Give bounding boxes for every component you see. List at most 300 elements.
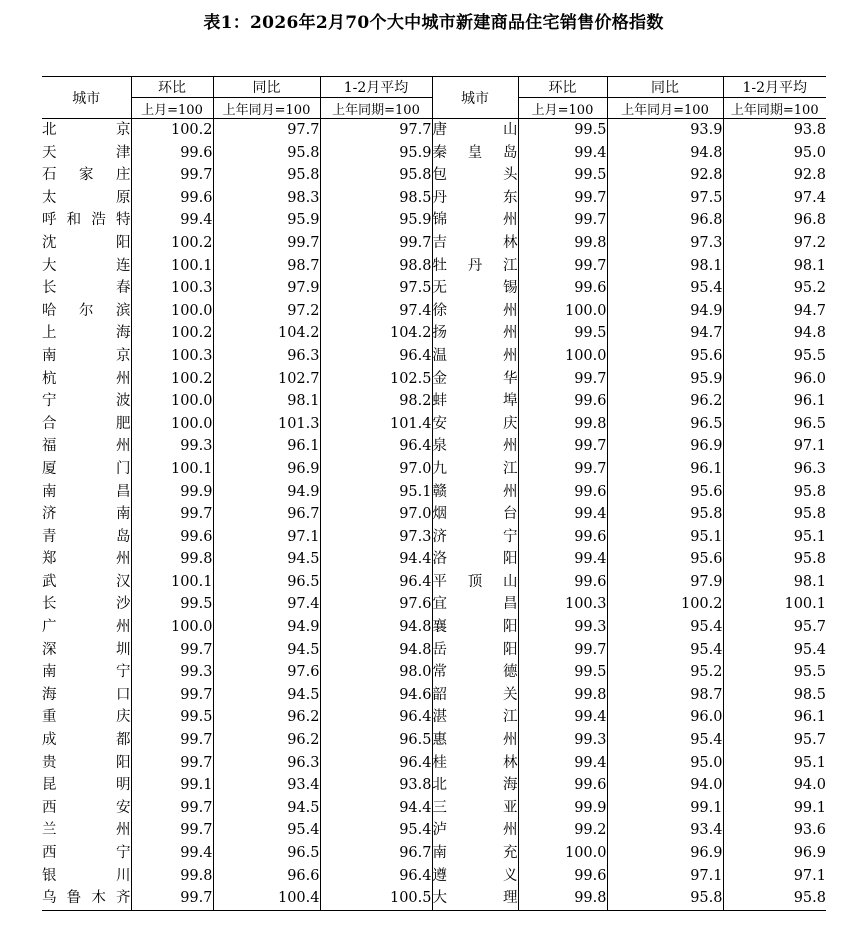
yoy-value: 95.4	[607, 729, 723, 752]
avg-value: 96.5	[723, 413, 826, 436]
yoy-value: 95.8	[213, 142, 320, 165]
mom-value: 99.6	[518, 865, 607, 888]
city-name: 哈尔滨	[42, 302, 131, 319]
mom-value: 100.0	[518, 300, 607, 323]
avg-value: 104.2	[320, 322, 432, 345]
mom-value: 99.7	[518, 639, 607, 662]
avg-value: 96.5	[320, 729, 432, 752]
mom-value: 99.4	[518, 548, 607, 571]
table-row	[42, 797, 826, 820]
avg-value: 97.5	[320, 277, 432, 300]
table-row	[42, 774, 826, 797]
yoy-value: 95.6	[607, 481, 723, 504]
city-name: 广州	[42, 619, 131, 636]
table-row	[42, 345, 826, 368]
yoy-value: 97.9	[607, 571, 723, 594]
header-yoy-right: 同比	[607, 77, 723, 98]
table-row	[42, 481, 826, 504]
table-row	[42, 300, 826, 323]
mom-value: 99.4	[518, 752, 607, 775]
avg-value: 95.1	[723, 752, 826, 775]
yoy-value: 96.9	[607, 842, 723, 865]
table-row	[42, 435, 826, 458]
yoy-value: 95.4	[607, 277, 723, 300]
city-name: 长春	[42, 280, 131, 297]
yoy-value: 94.7	[607, 322, 723, 345]
mom-value: 99.5	[131, 706, 213, 729]
mom-value: 99.7	[131, 639, 213, 662]
yoy-value: 96.5	[213, 571, 320, 594]
mom-value: 100.2	[131, 232, 213, 255]
table-body	[42, 119, 826, 911]
mom-value: 99.6	[131, 187, 213, 210]
mom-value: 99.4	[518, 706, 607, 729]
city-name: 泸州	[432, 819, 518, 842]
mom-value: 100.0	[518, 842, 607, 865]
avg-value: 95.7	[723, 616, 826, 639]
yoy-value: 95.8	[607, 887, 723, 910]
mom-value: 99.6	[131, 526, 213, 549]
mom-value: 100.2	[131, 119, 213, 142]
avg-value: 96.4	[320, 752, 432, 775]
yoy-value: 96.3	[213, 345, 320, 368]
avg-value: 94.0	[723, 774, 826, 797]
avg-value: 95.7	[723, 729, 826, 752]
yoy-value: 97.7	[213, 119, 320, 142]
mom-value: 99.4	[131, 209, 213, 232]
city-name: 合肥	[42, 415, 131, 432]
yoy-value: 93.9	[607, 119, 723, 142]
mom-value: 99.5	[518, 322, 607, 345]
header-city-left: 城市	[42, 77, 131, 119]
city-name: 九江	[432, 458, 518, 481]
yoy-value: 97.1	[607, 865, 723, 888]
avg-value: 92.8	[723, 164, 826, 187]
avg-value: 98.5	[320, 187, 432, 210]
mom-value: 100.0	[131, 616, 213, 639]
yoy-value: 96.5	[607, 413, 723, 436]
yoy-value: 98.7	[607, 684, 723, 707]
avg-value: 99.7	[320, 232, 432, 255]
table-row	[42, 232, 826, 255]
city-name: 洛阳	[432, 548, 518, 571]
yoy-value: 98.1	[607, 255, 723, 278]
avg-value: 102.5	[320, 368, 432, 391]
yoy-value: 94.9	[213, 616, 320, 639]
avg-value: 98.1	[723, 571, 826, 594]
mom-value: 99.7	[131, 819, 213, 842]
yoy-value: 96.1	[607, 458, 723, 481]
mom-value: 100.3	[131, 277, 213, 300]
avg-value: 96.0	[723, 368, 826, 391]
avg-value: 96.1	[723, 706, 826, 729]
city-name: 金华	[432, 368, 518, 391]
yoy-value: 94.0	[607, 774, 723, 797]
avg-value: 96.4	[320, 865, 432, 888]
city-name: 襄阳	[432, 616, 518, 639]
avg-value: 93.8	[723, 119, 826, 142]
yoy-value: 95.8	[607, 503, 723, 526]
avg-value: 95.8	[723, 887, 826, 910]
yoy-value: 97.3	[607, 232, 723, 255]
avg-value: 94.8	[320, 639, 432, 662]
mom-value: 99.7	[131, 752, 213, 775]
avg-value: 95.1	[723, 526, 826, 549]
avg-value: 97.4	[723, 187, 826, 210]
table-row	[42, 865, 826, 888]
avg-value: 95.4	[320, 819, 432, 842]
city-name: 贵阳	[42, 754, 131, 771]
mom-value: 100.2	[131, 322, 213, 345]
mom-value: 100.1	[131, 571, 213, 594]
table-row	[42, 752, 826, 775]
table-row	[42, 593, 826, 616]
yoy-value: 95.6	[607, 345, 723, 368]
table-row	[42, 503, 826, 526]
yoy-value: 95.9	[213, 209, 320, 232]
yoy-value: 95.0	[607, 752, 723, 775]
city-name: 福州	[42, 438, 131, 455]
table-row	[42, 458, 826, 481]
city-name: 济宁	[432, 526, 518, 549]
mom-value: 99.3	[518, 729, 607, 752]
avg-value: 94.4	[320, 548, 432, 571]
avg-value: 94.8	[723, 322, 826, 345]
city-name: 泉州	[432, 435, 518, 458]
yoy-value: 95.4	[607, 616, 723, 639]
mom-value: 99.8	[518, 887, 607, 910]
avg-value: 97.0	[320, 503, 432, 526]
yoy-value: 97.2	[213, 300, 320, 323]
header-avg-right: 1-2月平均	[723, 77, 826, 98]
avg-value: 95.5	[723, 345, 826, 368]
table-row	[42, 548, 826, 571]
table-row	[42, 819, 826, 842]
mom-value: 99.4	[131, 842, 213, 865]
header-yoy-left: 同比	[213, 77, 320, 98]
city-name: 太原	[42, 189, 131, 206]
avg-value: 97.7	[320, 119, 432, 142]
price-index-table	[42, 76, 826, 911]
mom-value: 99.7	[131, 887, 213, 910]
yoy-value: 97.1	[213, 526, 320, 549]
yoy-value: 99.7	[213, 232, 320, 255]
mom-value: 99.8	[518, 413, 607, 436]
table-row	[42, 616, 826, 639]
city-name: 宁波	[42, 393, 131, 410]
avg-value: 96.7	[320, 842, 432, 865]
mom-value: 100.1	[131, 255, 213, 278]
city-name: 济南	[42, 506, 131, 523]
yoy-value: 95.6	[607, 548, 723, 571]
yoy-value: 98.7	[213, 255, 320, 278]
yoy-value: 99.1	[607, 797, 723, 820]
city-name: 牡丹江	[432, 255, 518, 278]
table-row	[42, 119, 826, 142]
yoy-value: 95.9	[607, 368, 723, 391]
header-avg-base-left: 上年同期=100	[320, 98, 432, 119]
avg-value: 100.1	[723, 593, 826, 616]
yoy-value: 95.2	[607, 661, 723, 684]
yoy-value: 98.3	[213, 187, 320, 210]
avg-value: 94.4	[320, 797, 432, 820]
city-name: 锦州	[432, 209, 518, 232]
avg-value: 95.9	[320, 209, 432, 232]
yoy-value: 96.1	[213, 435, 320, 458]
avg-value: 100.5	[320, 887, 432, 910]
header-mom-base-right: 上月=100	[518, 98, 607, 119]
table-row	[42, 322, 826, 345]
yoy-value: 97.6	[213, 661, 320, 684]
yoy-value: 96.2	[607, 390, 723, 413]
city-name: 吉林	[432, 232, 518, 255]
table-row	[42, 142, 826, 165]
mom-value: 99.7	[518, 458, 607, 481]
yoy-value: 96.9	[213, 458, 320, 481]
avg-value: 97.2	[723, 232, 826, 255]
table-row	[42, 639, 826, 662]
yoy-value: 98.1	[213, 390, 320, 413]
yoy-value: 96.7	[213, 503, 320, 526]
city-name: 大连	[42, 257, 131, 274]
mom-value: 100.0	[518, 345, 607, 368]
table-row	[42, 164, 826, 187]
city-name: 惠州	[432, 729, 518, 752]
avg-value: 96.9	[723, 842, 826, 865]
mom-value: 100.3	[131, 345, 213, 368]
city-name: 唐山	[432, 119, 518, 142]
city-name: 常德	[432, 661, 518, 684]
mom-value: 99.6	[518, 774, 607, 797]
mom-value: 99.5	[518, 661, 607, 684]
city-name: 昆明	[42, 777, 131, 794]
table-row	[42, 390, 826, 413]
avg-value: 98.8	[320, 255, 432, 278]
city-name: 上海	[42, 325, 131, 342]
table-row	[42, 729, 826, 752]
city-name: 乌鲁木齐	[42, 887, 131, 910]
avg-value: 95.8	[723, 548, 826, 571]
city-name: 海口	[42, 686, 131, 703]
yoy-value: 95.1	[607, 526, 723, 549]
yoy-value: 102.7	[213, 368, 320, 391]
mom-value: 99.1	[131, 774, 213, 797]
table-title: 表1：2026年2月70个大中城市新建商品住宅销售价格指数	[203, 13, 664, 33]
city-name: 赣州	[432, 481, 518, 504]
avg-value: 96.4	[320, 435, 432, 458]
yoy-value: 93.4	[607, 819, 723, 842]
yoy-value: 97.5	[607, 187, 723, 210]
yoy-value: 94.5	[213, 548, 320, 571]
yoy-value: 94.5	[213, 684, 320, 707]
mom-value: 100.0	[131, 413, 213, 436]
yoy-value: 96.8	[607, 209, 723, 232]
yoy-value: 95.8	[213, 164, 320, 187]
mom-value: 100.1	[131, 458, 213, 481]
city-name: 北海	[432, 774, 518, 797]
mom-value: 99.4	[518, 503, 607, 526]
header-mom-left: 环比	[131, 77, 213, 98]
mom-value: 99.3	[518, 616, 607, 639]
header-mom-right: 环比	[518, 77, 607, 98]
avg-value: 96.3	[723, 458, 826, 481]
table-row	[42, 571, 826, 594]
city-name: 南充	[432, 842, 518, 865]
city-name: 南宁	[42, 664, 131, 681]
avg-value: 93.6	[723, 819, 826, 842]
avg-value: 93.8	[320, 774, 432, 797]
table-row	[42, 209, 826, 232]
avg-value: 96.8	[723, 209, 826, 232]
city-name: 石家庄	[42, 167, 131, 184]
table-row	[42, 887, 826, 910]
city-name: 丹东	[432, 187, 518, 210]
avg-value: 98.2	[320, 390, 432, 413]
table-row	[42, 255, 826, 278]
mom-value: 99.7	[131, 164, 213, 187]
header-avg-base-right: 上年同期=100	[723, 98, 826, 119]
city-name: 平顶山	[432, 571, 518, 594]
city-name: 西安	[42, 799, 131, 816]
city-name: 深圳	[42, 641, 131, 658]
mom-value: 99.7	[131, 797, 213, 820]
avg-value: 94.6	[320, 684, 432, 707]
yoy-value: 92.8	[607, 164, 723, 187]
city-name: 蚌埠	[432, 390, 518, 413]
mom-value: 99.6	[518, 571, 607, 594]
mom-value: 99.7	[518, 368, 607, 391]
city-name: 湛江	[432, 706, 518, 729]
yoy-value: 94.9	[213, 481, 320, 504]
avg-value: 95.8	[723, 503, 826, 526]
avg-value: 96.4	[320, 571, 432, 594]
city-name: 银川	[42, 867, 131, 884]
city-name: 郑州	[42, 551, 131, 568]
yoy-value: 94.8	[607, 142, 723, 165]
avg-value: 97.6	[320, 593, 432, 616]
yoy-value: 96.3	[213, 752, 320, 775]
city-name: 包头	[432, 164, 518, 187]
table-row	[42, 661, 826, 684]
mom-value: 99.8	[131, 548, 213, 571]
avg-value: 101.4	[320, 413, 432, 436]
mom-value: 99.5	[131, 593, 213, 616]
mom-value: 99.2	[518, 819, 607, 842]
mom-value: 100.0	[131, 390, 213, 413]
yoy-value: 100.4	[213, 887, 320, 910]
table-row	[42, 684, 826, 707]
city-name: 秦皇岛	[432, 142, 518, 165]
yoy-value: 93.4	[213, 774, 320, 797]
yoy-value: 96.2	[213, 729, 320, 752]
avg-value: 98.1	[723, 255, 826, 278]
city-name: 三亚	[432, 797, 518, 820]
avg-value: 95.1	[320, 481, 432, 504]
mom-value: 99.7	[131, 684, 213, 707]
city-name: 南京	[42, 347, 131, 364]
mom-value: 99.6	[518, 481, 607, 504]
city-name: 长沙	[42, 596, 131, 613]
avg-value: 96.4	[320, 345, 432, 368]
header-yoy-base-right: 上年同月=100	[607, 98, 723, 119]
table-row	[42, 413, 826, 436]
mom-value: 99.5	[518, 119, 607, 142]
avg-value: 97.1	[723, 435, 826, 458]
avg-value: 97.1	[723, 865, 826, 888]
yoy-value: 100.2	[607, 593, 723, 616]
table-row	[42, 368, 826, 391]
mom-value: 99.6	[518, 277, 607, 300]
city-name: 徐州	[432, 300, 518, 323]
avg-value: 95.0	[723, 142, 826, 165]
city-name: 杭州	[42, 370, 131, 387]
avg-value: 94.7	[723, 300, 826, 323]
city-name: 呼和浩特	[42, 212, 131, 229]
table-row	[42, 526, 826, 549]
yoy-value: 94.5	[213, 639, 320, 662]
yoy-value: 96.6	[213, 865, 320, 888]
avg-value: 98.5	[723, 684, 826, 707]
city-name: 成都	[42, 732, 131, 749]
mom-value: 99.9	[518, 797, 607, 820]
mom-value: 99.8	[518, 684, 607, 707]
yoy-value: 104.2	[213, 322, 320, 345]
header-mom-base-left: 上月=100	[131, 98, 213, 119]
avg-value: 95.5	[723, 661, 826, 684]
yoy-value: 94.9	[607, 300, 723, 323]
city-name: 兰州	[42, 822, 131, 839]
mom-value: 99.9	[131, 481, 213, 504]
city-name: 遵义	[432, 865, 518, 888]
city-name: 武汉	[42, 573, 131, 590]
city-name: 温州	[432, 345, 518, 368]
mom-value: 99.6	[131, 142, 213, 165]
city-name: 厦门	[42, 460, 131, 477]
mom-value: 100.3	[518, 593, 607, 616]
mom-value: 99.7	[131, 729, 213, 752]
avg-value: 94.8	[320, 616, 432, 639]
city-name: 桂林	[432, 752, 518, 775]
yoy-value: 101.3	[213, 413, 320, 436]
mom-value: 99.6	[518, 526, 607, 549]
city-name: 重庆	[42, 709, 131, 726]
avg-value: 96.1	[723, 390, 826, 413]
yoy-value: 96.0	[607, 706, 723, 729]
yoy-value: 96.5	[213, 842, 320, 865]
avg-value: 98.0	[320, 661, 432, 684]
mom-value: 99.7	[518, 187, 607, 210]
mom-value: 99.7	[518, 435, 607, 458]
mom-value: 99.8	[518, 232, 607, 255]
avg-value: 95.8	[320, 164, 432, 187]
avg-value: 95.2	[723, 277, 826, 300]
header-avg-left: 1-2月平均	[320, 77, 432, 98]
mom-value: 99.3	[131, 661, 213, 684]
city-name: 宜昌	[432, 593, 518, 616]
mom-value: 99.7	[518, 255, 607, 278]
avg-value: 95.4	[723, 639, 826, 662]
city-name: 安庆	[432, 413, 518, 436]
table-row	[42, 187, 826, 210]
city-name: 无锡	[432, 277, 518, 300]
city-name: 扬州	[432, 322, 518, 345]
yoy-value: 97.4	[213, 593, 320, 616]
mom-value: 99.7	[518, 209, 607, 232]
city-name: 大理	[432, 887, 518, 910]
avg-value: 97.0	[320, 458, 432, 481]
yoy-value: 95.4	[213, 819, 320, 842]
city-name: 西宁	[42, 845, 131, 861]
